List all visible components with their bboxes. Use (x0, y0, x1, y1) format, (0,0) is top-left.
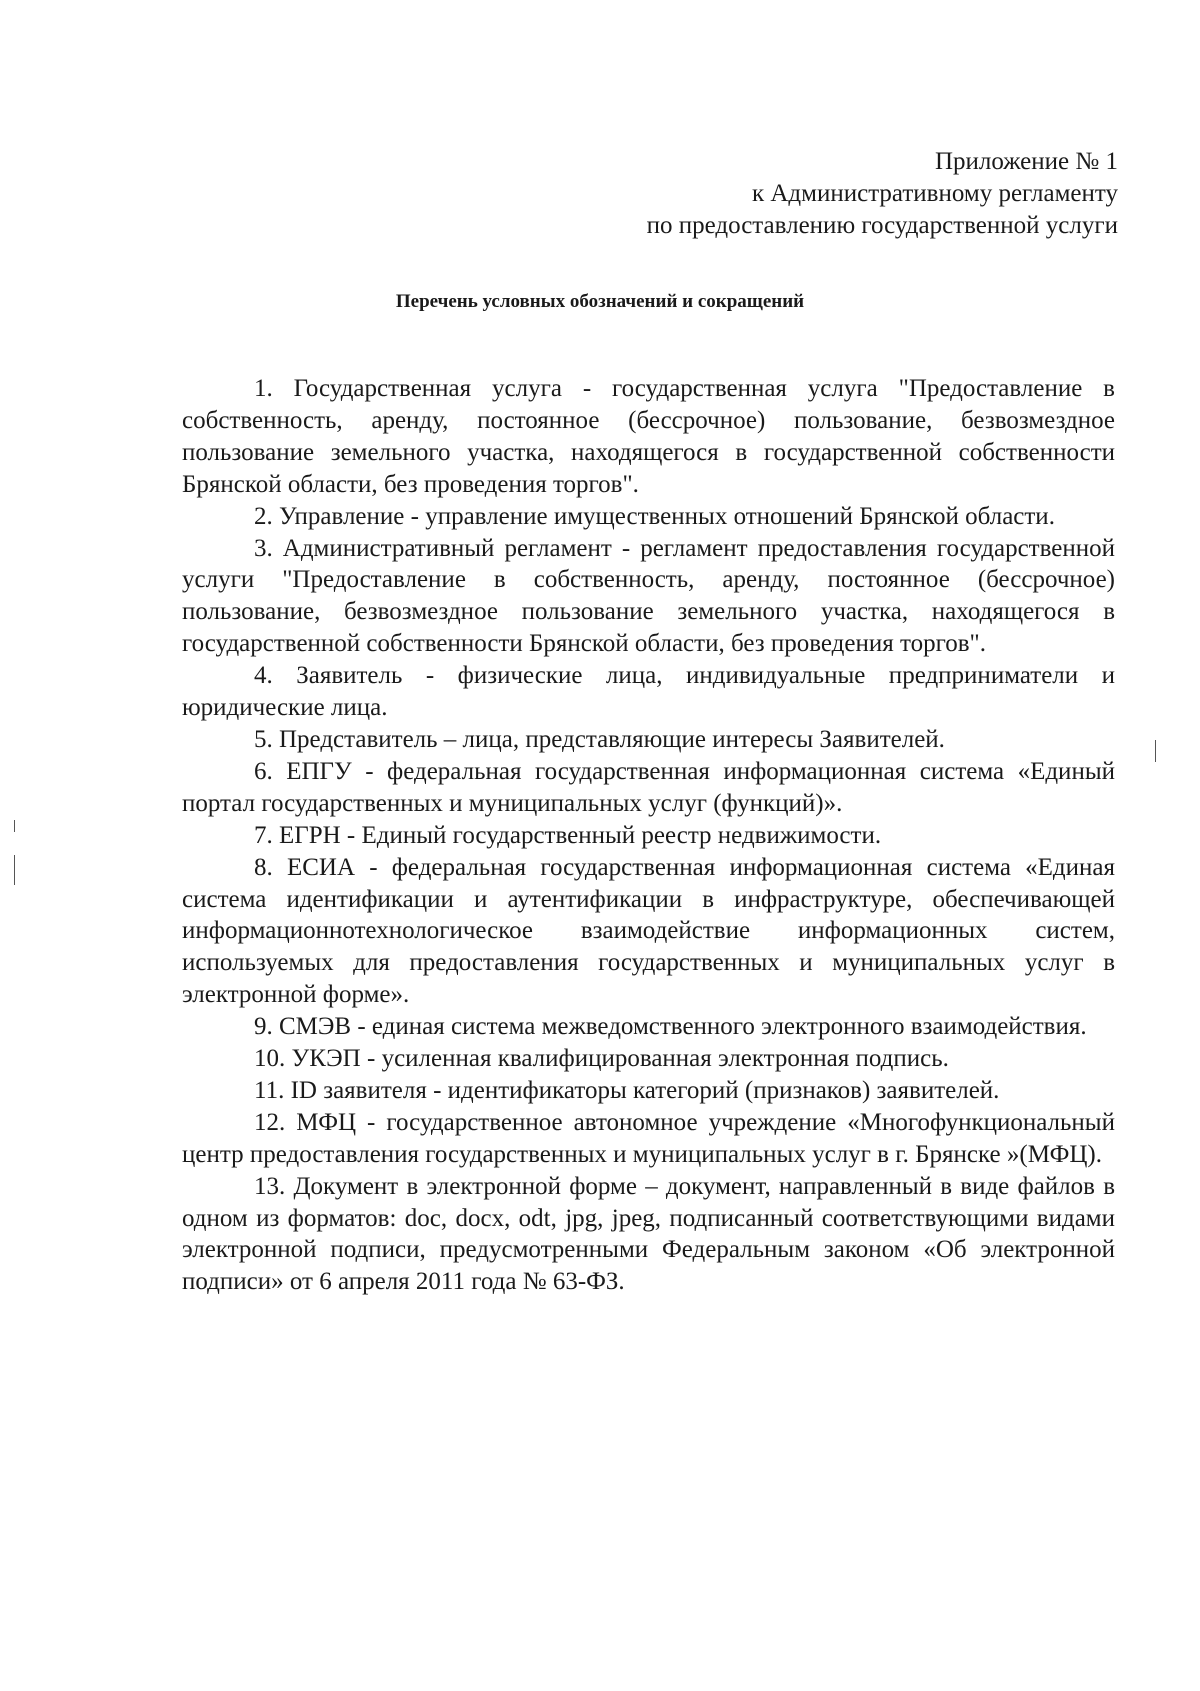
definition-item: 10. УКЭП - усиленная квалифицированная электронная подпись. (254, 1045, 949, 1073)
appendix-header (647, 146, 1118, 242)
definition-item: 12. МФЦ - государственное автономное учреждение «Многофункциональный центр предоставления государственных и муниципальных услуг в г. Брянске »(МФЦ). (182, 1108, 1115, 1168)
definition-item: 13. Документ в электронной форме – документ, направленный в виде файлов в одном из форматов: doc, docx, odt, jpg, jpeg, подписанный соответствующими видами электронной подписи, предусмотренными Федеральным законом «Об электронной подписи» от 6 апреля 2011 года № 63-ФЗ. (182, 1172, 1115, 1296)
definition-item: 1. Государственная услуга - государственная услуга "Предоставление в собственность, аренду, постоянное (бессрочное) пользование, безвозмездное пользование земельного участка, находящегося в государственной собственности Брянской области, без проведения торгов". (182, 375, 1115, 498)
definition-item: 2. Управление - управление имущественных отношений Брянской области. (254, 502, 1055, 530)
definition-item: 9. СМЭВ - единая система межведомственного электронного взаимодействия. (254, 1013, 1087, 1041)
document-title: Перечень условных обозначений и сокращений (395, 291, 805, 312)
definition-item: 5. Представитель – лица, представляющие интересы Заявителей. (254, 725, 945, 753)
definition-item: 6. ЕПГУ - федеральная государственная информационная система «Единый портал государственных и муниципальных услуг (функций)». (182, 757, 1115, 817)
scan-artifact-mark (14, 820, 15, 832)
definition-item: 11. ID заявителя - идентификаторы категорий (признаков) заявителей. (254, 1076, 1000, 1104)
definition-item: 4. Заявитель - физические лица, индивидуальные предприниматели и юридические лица. (182, 662, 1115, 722)
scan-artifact-mark (1155, 740, 1156, 762)
appendix-reference: к Административному регламенту (751, 180, 1118, 207)
scan-artifact-mark (14, 855, 15, 885)
definition-item: 8. ЕСИА - федеральная государственная информационная система «Единая система идентификации и аутентификации в инфраструктуре, обеспечивающей информационнотехнологическое взаимодействие информационных систем, используемых для предоставления государственных и муниципальных услуг в электронной форме». (182, 853, 1115, 1009)
definition-item: 3. Административный регламент - регламент предоставления государственной услуги "Предоставление в собственность, аренду, постоянное (бессрочное) пользование, безвозмездное пользование земельного участка, находящегося в государственной собственности Брянской области, без проведения торгов". (182, 534, 1115, 658)
appendix-number: Приложение № 1 (934, 148, 1118, 175)
definitions-list (182, 373, 1115, 1298)
definition-item: 7. ЕГРН - Единый государственный реестр недвижимости. (254, 821, 882, 849)
appendix-service: по предоставлению государственной услуги (646, 212, 1118, 239)
